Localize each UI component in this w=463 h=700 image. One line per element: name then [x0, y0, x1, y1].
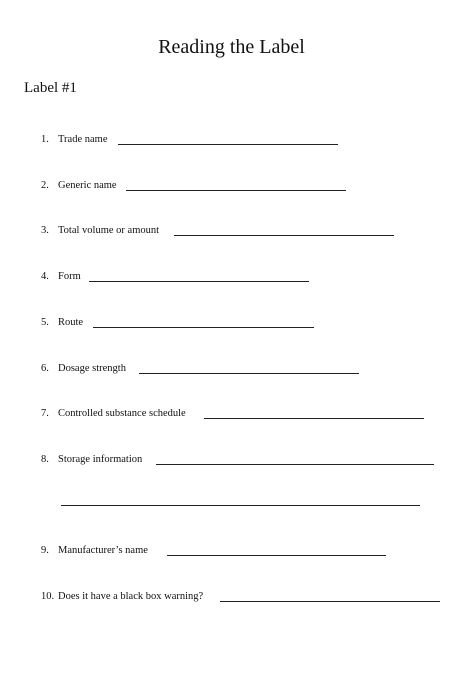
- question-label: Total volume or amount: [58, 225, 160, 236]
- answer-line[interactable]: [89, 281, 309, 282]
- answer-line[interactable]: [174, 235, 394, 236]
- question-label: Controlled substance schedule: [58, 408, 186, 419]
- question-label: Form: [58, 271, 81, 282]
- question-label: Generic name: [58, 180, 117, 191]
- question-number: 5.: [41, 317, 49, 328]
- answer-line-continuation[interactable]: [61, 505, 420, 506]
- answer-line[interactable]: [220, 601, 440, 602]
- answer-line[interactable]: [126, 190, 346, 191]
- answer-line[interactable]: [118, 144, 338, 145]
- question-label: Storage information: [58, 454, 143, 465]
- question-number: 4.: [41, 271, 49, 282]
- question-number: 10.: [41, 591, 55, 602]
- question-label: Dosage strength: [58, 363, 126, 374]
- question-number: 9.: [41, 545, 49, 556]
- answer-line[interactable]: [204, 418, 424, 419]
- question-number: 1.: [41, 134, 49, 145]
- question-number: 8.: [41, 454, 49, 465]
- question-label: Manufacturer’s name: [58, 545, 148, 556]
- answer-line[interactable]: [93, 327, 314, 328]
- answer-line[interactable]: [139, 373, 359, 374]
- question-number: 2.: [41, 180, 49, 191]
- question-label: Trade name: [58, 134, 108, 145]
- question-label: Does it have a black box warning?: [58, 591, 204, 602]
- answer-line[interactable]: [167, 555, 386, 556]
- answer-line[interactable]: [156, 464, 434, 465]
- page-title: Reading the Label: [158, 36, 305, 58]
- question-label: Route: [58, 317, 84, 328]
- question-number: 6.: [41, 363, 49, 374]
- question-number: 7.: [41, 408, 49, 419]
- question-number: 3.: [41, 225, 49, 236]
- label-heading: Label #1: [24, 80, 77, 96]
